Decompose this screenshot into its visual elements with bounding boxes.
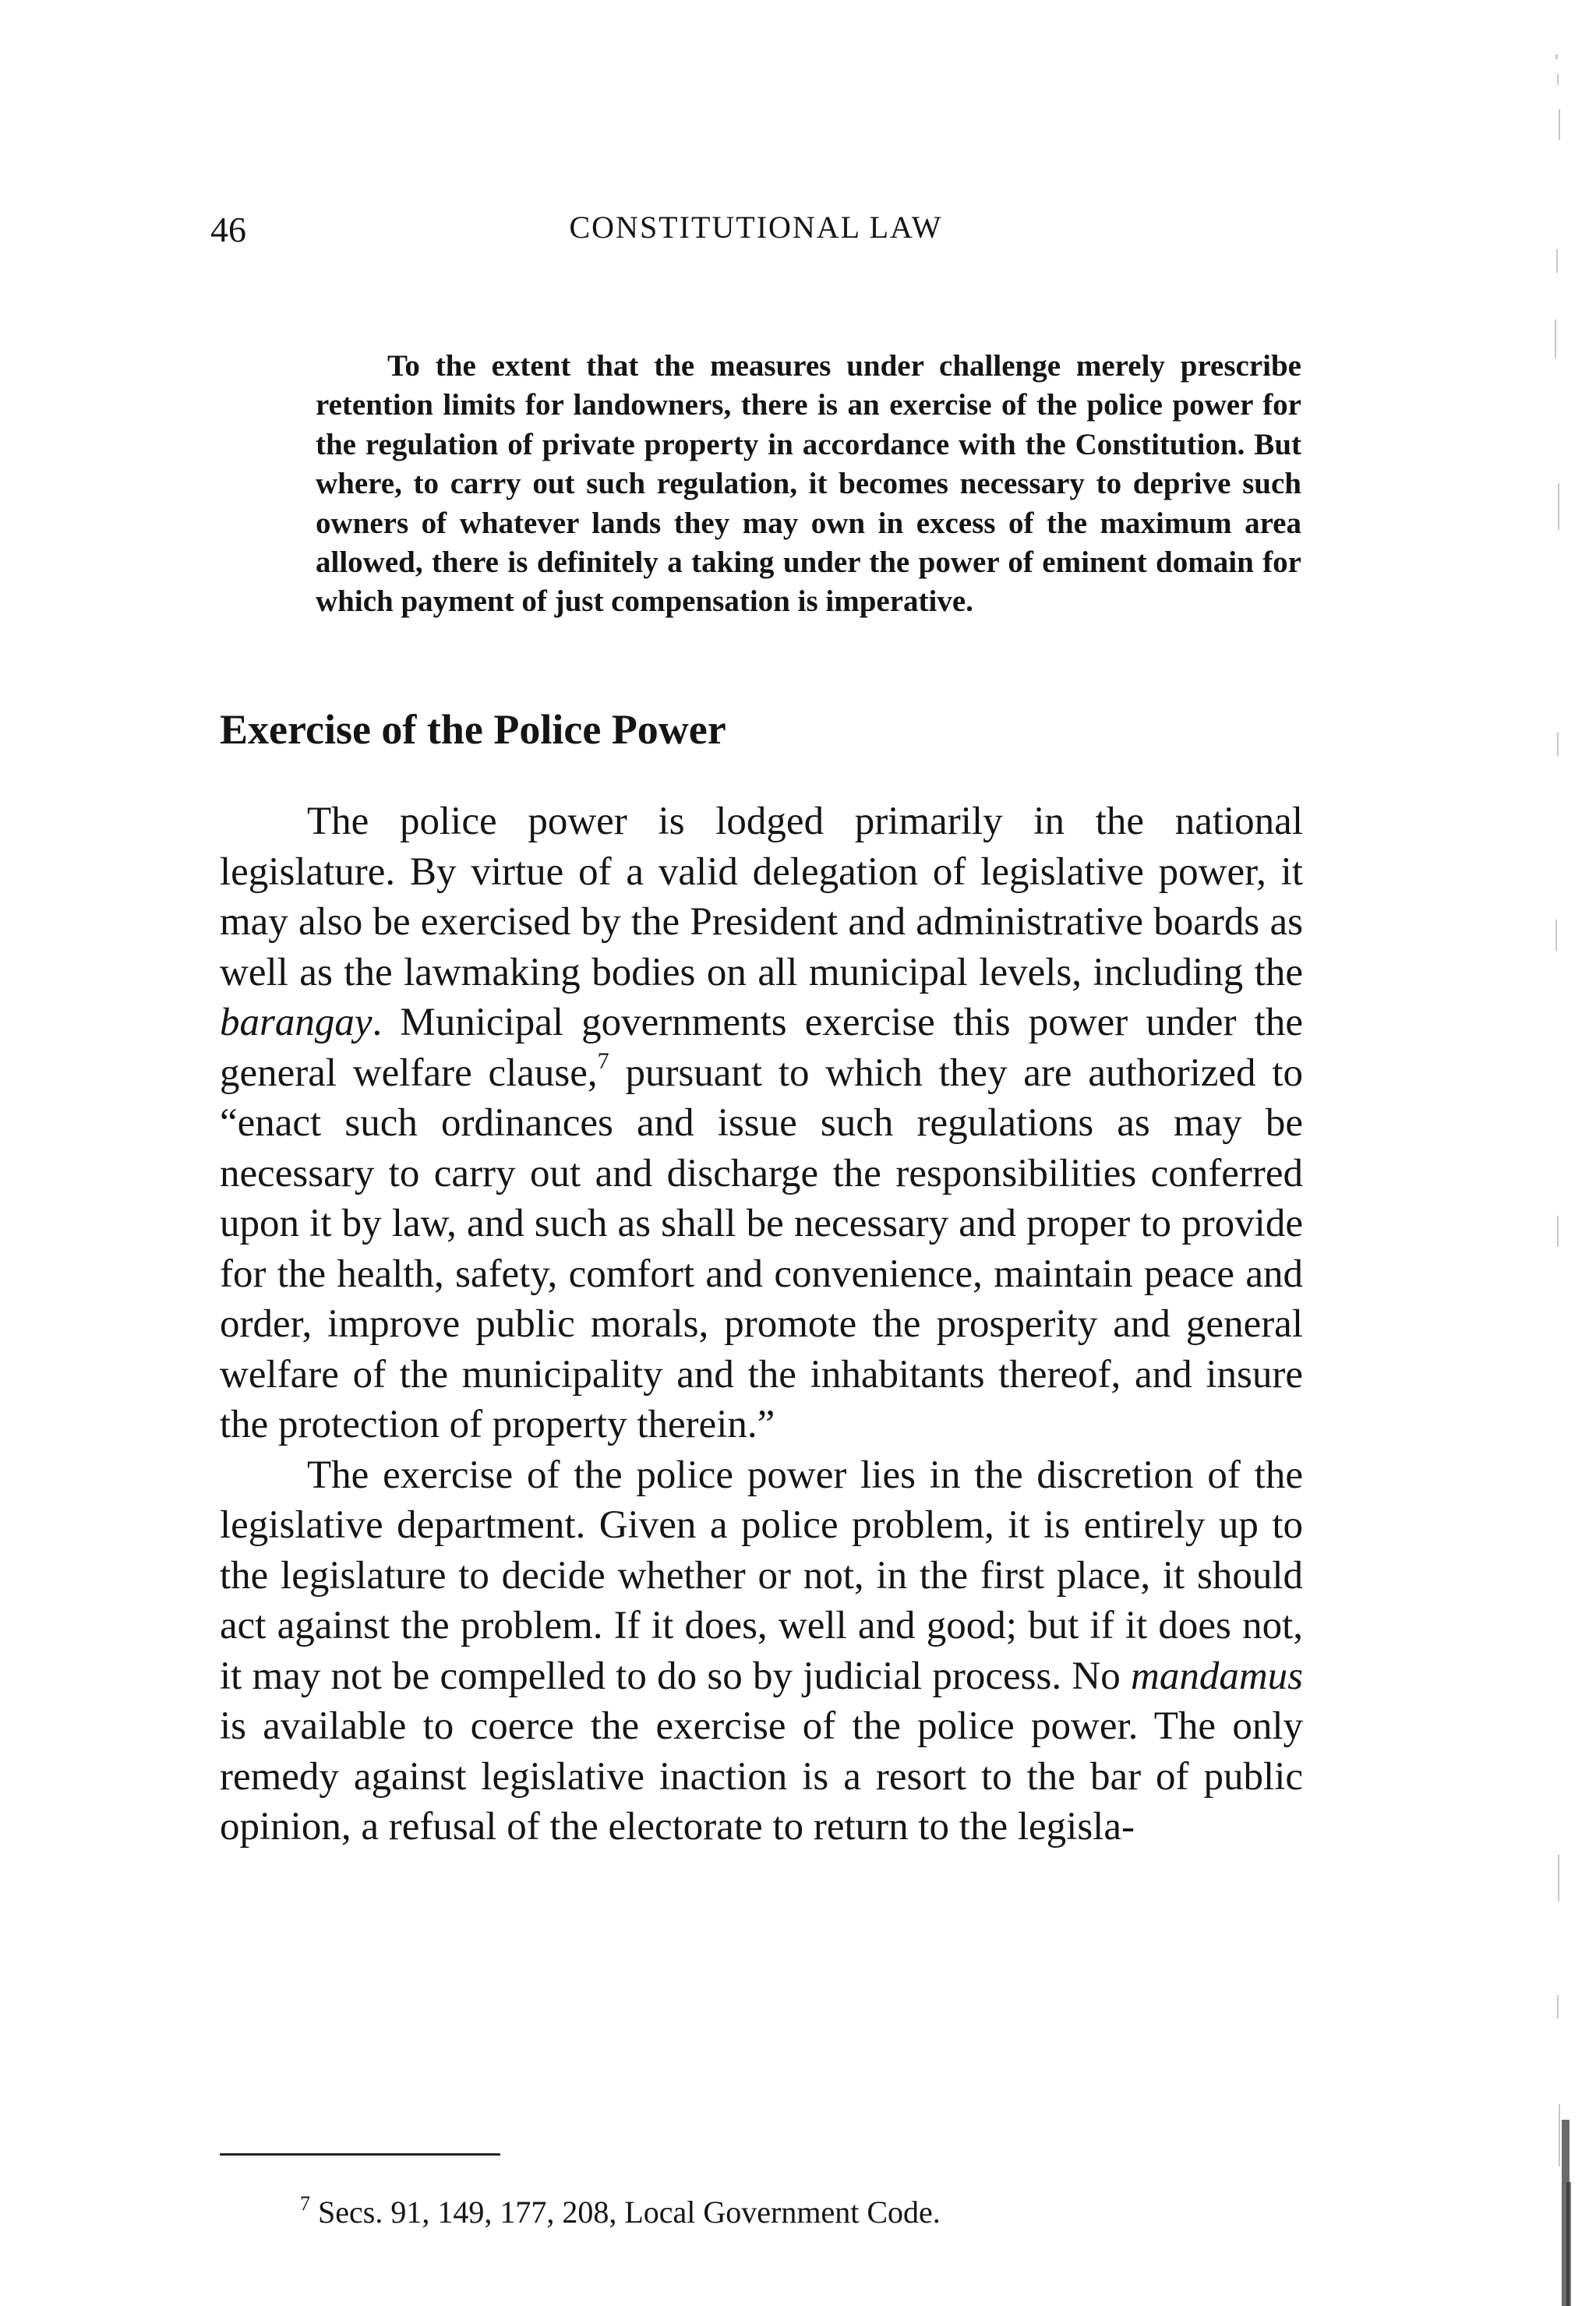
body-paragraph-2 [220, 1450, 1303, 1852]
block-quote [316, 347, 1301, 622]
scan-edge-artifact [1495, 0, 1596, 2306]
footnote-text: Secs. 91, 149, 177, 208, Local Government Code. [318, 2195, 941, 2230]
body-paragraph-1 [220, 796, 1303, 1450]
body-paragraph-1-part-a: The police power is lodged primarily in the national legislature. By virtue of a valid delegation of legislative power, it may also be exercised by the President and administrative boards as well as the lawmaking bodies on all municipal levels, including the [220, 800, 1303, 994]
running-head: CONSTITUTIONAL LAW [569, 210, 943, 245]
italic-term-mandamus: mandamus [1130, 1654, 1303, 1698]
footnote-divider [220, 2153, 500, 2156]
body-paragraph-2-part-b: is available to coerce the exercise of the police power. The only remedy against legislative inaction is a resort to the bar of public opinion, a refusal of the electorate to return to the legisla- [220, 1704, 1303, 1849]
body-text [220, 796, 1303, 1852]
footnote-marker: 7 [300, 2192, 310, 2215]
footnote-reference[interactable]: 7 [597, 1047, 609, 1074]
page-header [210, 209, 1301, 263]
body-paragraph-1-part-c: pursuant to which they are authorized to “enact such ordinances and issue such regulations as may be necessary to carry out and discharge the responsibilities conferred upon it by law, and such as shall be necessary and proper to provide for the health, safety, comfort and convenience, maintain peace and order, improve public morals, promote the prosperity and general welfare of the municipality and the inhabitants thereof, and insure the protection of property therein.” [220, 1051, 1303, 1446]
page-number: 46 [210, 210, 246, 249]
section-heading: Exercise of the Police Power [220, 706, 726, 753]
quote-paragraph: To the extent that the measures under challenge merely prescribe retention limits for landowners, there is an exercise of the police power for the regulation of private property in accordance with the Constitution. But where, to carry out such regulation, it becomes necessary to deprive such owners of whatever lands they may own in excess of the maximum area allowed, there is definitely a taking under the power of eminent domain for which payment of just compensation is imperative. [316, 349, 1301, 619]
body-paragraph-2-part-a: The exercise of the police power lies in the discretion of the legislative department. Given a police problem, it is entirely up to the legislature to decide whether or not, in the first place, it should act against the problem. If it does, well and good; but if it does not, it may not be compelled to do so by judicial process. No [220, 1453, 1303, 1698]
footnote [300, 2194, 941, 2230]
body-paragraph-1-part-b: . Municipal governments exercise this power under the general welfare clause, [220, 1001, 1303, 1095]
italic-term-barangay: barangay [220, 1001, 373, 1044]
